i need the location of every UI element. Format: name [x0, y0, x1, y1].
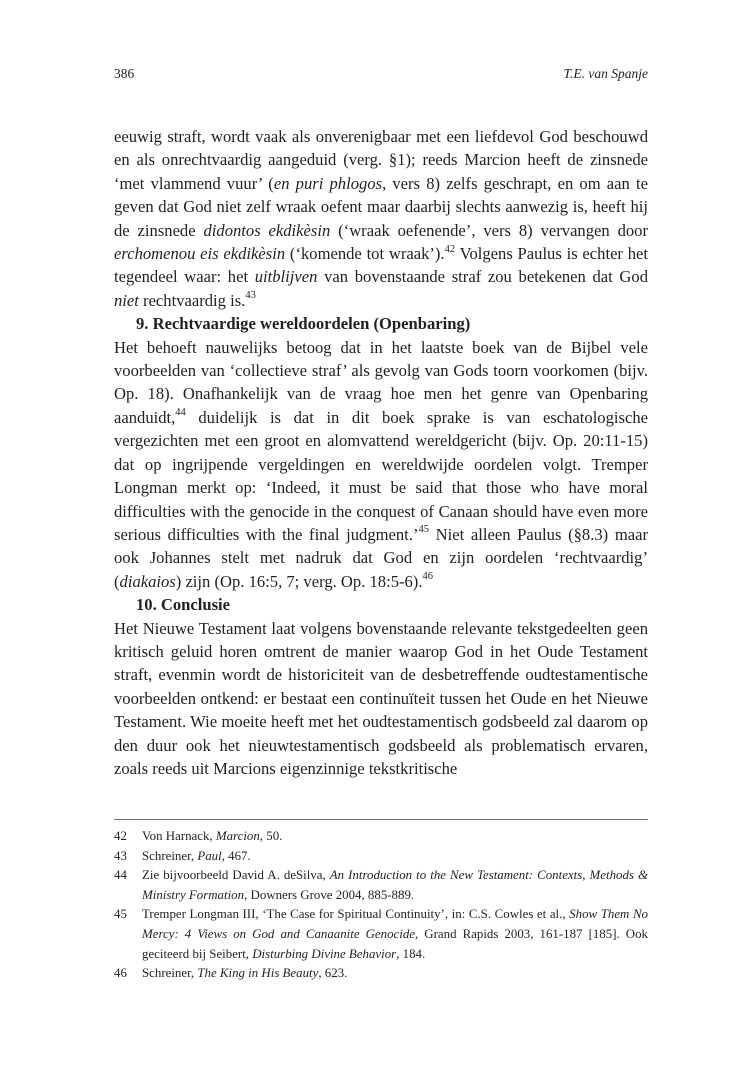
text-run: Schreiner, — [142, 848, 198, 863]
footnote-rule — [114, 819, 648, 820]
footnote-ref-45: 45 — [418, 524, 429, 536]
italic-term: uitblijven — [254, 267, 318, 287]
text-run: , 50. — [259, 829, 283, 843]
text-run: , Grand Rapids 2003, 161-187 [185]. Ook geciteerd bij Seibert, — [142, 926, 648, 961]
text-run: , vers 8) zelfs geschrapt, en om aan te geven dat God niet zelf wraak oefent maar daarbij slechts aanwezig is, heeft hij de zinsnede — [114, 173, 648, 240]
text-run: , Downers Grove 2004, 885-889. — [244, 887, 415, 902]
page-number: 386 — [114, 66, 135, 81]
text-run: Het behoeft nauwelijks betoog dat in het laatste boek van de Bijbel vele voorbeelden van ‘collectieve straf’ als gevolg van Gods toorn voorkomen (bijv. Op. 18). Onafhankelijk van de vraag hoe men het genre van Openbaring aanduidt, — [114, 337, 648, 427]
text-run: , 623. — [318, 966, 348, 981]
footnote-ref-43: 43 — [245, 290, 256, 302]
text-run: duidelijk is dat in dit boek sprake is van eschatologische vergezichten met een groot en alomvattend wereldgericht (bijv. Op. 20:11-15) dat op ingrijpende vergeldingen en wereldwijde oordelen volgt. Tremper Longman merkt op: ‘Indeed, it must be said that those who have moral difficulties with the genocide in the conquest of Canaan should have even more serious difficulties with the final judgment.’ — [114, 407, 648, 544]
paragraph-section-10: Het Nieuwe Testament laat volgens bovenstaande relevante tekstgedeelten geen kritisch geluid horen omtrent de manier waarop God in het Oude Testament straft, evenmin wordt de historiciteit van de desbetreffende oudtestamentische voorbeelden ontkend: er bestaat een continuïteit tussen het Oude en het Nieuwe Testament. Wie moeite heeft met het oudtestamentisch godsbeeld zal daarom op den duur ook het nieuwtestamentisch godsbeeld als problematisch ervaren, zoals reeds uit Marcions eigenzinnige tekstkritische — [114, 618, 648, 778]
text-run: Tremper Longman III, ‘The Case for Spiritual Continuity’, in: C.S. Cowles et al., — [142, 907, 570, 922]
footnote-number: 42 — [114, 829, 127, 843]
section-heading-10: 10. Conclusie — [136, 595, 231, 615]
body-text — [114, 125, 648, 780]
text-run: van bovenstaande straf zou betekenen dat God — [317, 267, 648, 287]
paragraph-continuation — [114, 125, 648, 312]
footnote-number: 46 — [114, 966, 127, 981]
text-run: (‘wraak oefenende’, vers 8) vervangen door — [330, 220, 648, 240]
page-header — [114, 66, 648, 86]
text-run: ) zijn (Op. 16:5, 7; verg. Op. 18:5-6). — [175, 571, 423, 591]
footnote-number: 45 — [114, 907, 127, 922]
italic-title: Show Them No Mercy: 4 Views on God and Canaanite Genocide — [142, 907, 648, 941]
italic-title: An Introduction to the New Testament: Contexts, Methods & Ministry Formation — [142, 868, 648, 902]
text-run: eeuwig straft, wordt vaak als onverenigbaar met een liefdevol God beschouwd en als onrechtvaardig aangeduid (verg. §1); reeds Marcion heeft de zinsnede ‘met vlammend vuur’ ( — [114, 127, 648, 193]
italic-term: en puri phlogos — [273, 173, 383, 193]
italic-title: The King in His Beauty — [197, 966, 319, 981]
italic-term: diakaios — [119, 571, 176, 591]
footnote-ref-42: 42 — [444, 243, 456, 255]
text-run: rechtvaardig is. — [138, 290, 246, 310]
text-run: Volgens Paulus is echter het tegendeel waar: het — [114, 244, 649, 287]
text-run: Von Harnack, — [142, 829, 216, 843]
text-run: , 184. — [396, 946, 426, 961]
text-run: Zie bijvoorbeeld David A. deSilva, — [142, 868, 330, 883]
text-run: , 467. — [221, 848, 251, 863]
footnote-44 — [114, 866, 648, 905]
paragraph-section-9 — [114, 336, 648, 593]
footnote-ref-44: 44 — [175, 407, 186, 419]
italic-term: erchomenou eis ekdikèsin — [114, 244, 286, 264]
italic-term: niet — [114, 290, 139, 310]
italic-term: didontos ekdikèsin — [203, 220, 331, 240]
text-run: Schreiner, — [142, 966, 198, 981]
section-heading-9: 9. Rechtvaardige wereldoordelen (Openbaring) — [136, 314, 471, 334]
italic-title: Marcion — [215, 829, 260, 843]
running-head: T.E. van Spanje — [563, 66, 648, 81]
footnotes — [114, 827, 648, 984]
footnote-42 — [114, 827, 648, 847]
footnote-ref-46: 46 — [422, 571, 433, 583]
footnote-46 — [114, 964, 648, 984]
footnote-number: 43 — [114, 848, 127, 863]
footnote-number: 44 — [114, 868, 127, 883]
text-run: (‘komende tot wraak’). — [285, 244, 445, 264]
italic-title: Paul — [197, 848, 222, 863]
footnote-43 — [114, 847, 648, 867]
footnote-45 — [114, 905, 648, 964]
italic-title: Disturbing Divine Behavior — [252, 946, 397, 961]
text-run: Niet alleen Paulus (§8.3) maar ook Johannes stelt met nadruk dat God en zijn oordelen ‘rechtvaardig’ ( — [114, 524, 648, 591]
